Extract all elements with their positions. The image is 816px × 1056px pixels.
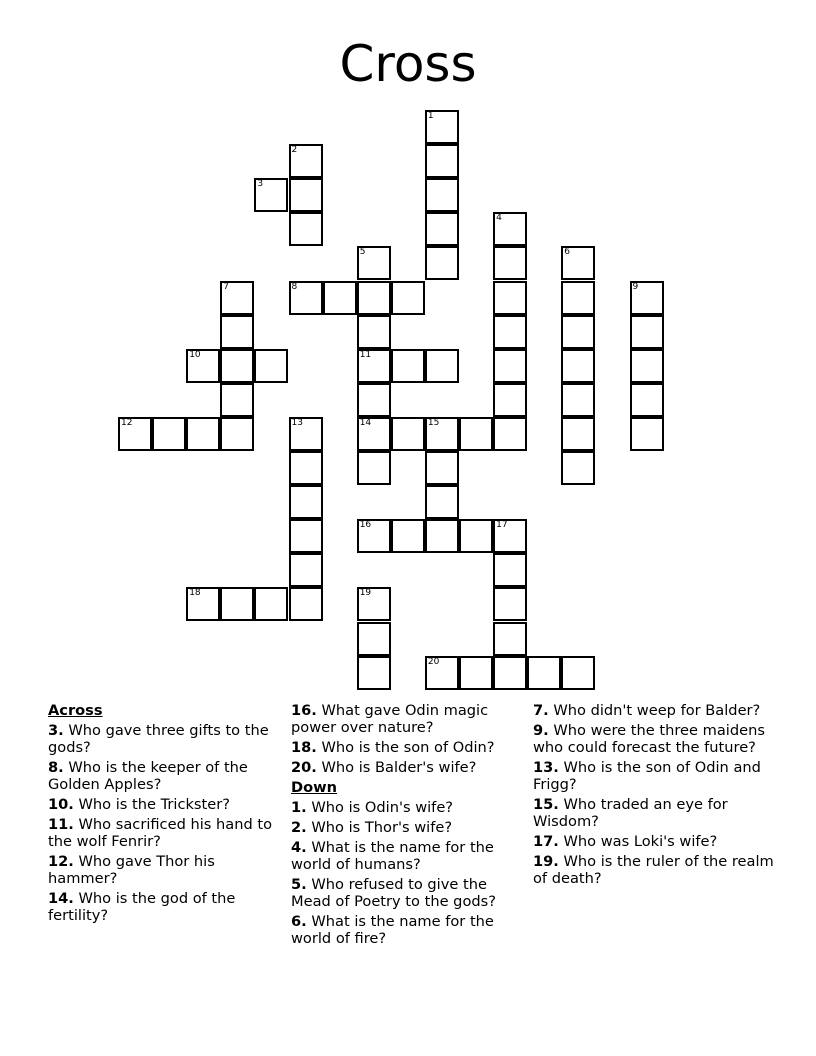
grid-cell[interactable]	[630, 383, 664, 417]
clue-column-3	[533, 702, 783, 890]
grid-cell[interactable]	[254, 587, 288, 621]
grid-cell[interactable]	[493, 622, 527, 656]
clue-item-number: 20.	[291, 759, 317, 776]
grid-cell[interactable]	[357, 349, 391, 383]
grid-cell[interactable]	[220, 315, 254, 349]
grid-cell[interactable]	[561, 656, 595, 690]
grid-cell[interactable]	[357, 519, 391, 553]
clue-item-number: 7.	[533, 702, 549, 719]
grid-cell[interactable]	[493, 587, 527, 621]
clue-item-text: Who is Odin's wife?	[306, 799, 454, 816]
grid-cell[interactable]	[527, 656, 561, 690]
clue-number: 4	[496, 213, 502, 224]
clue-item-text: What is the name for the world of humans?	[291, 839, 494, 873]
grid-cell[interactable]	[425, 212, 459, 246]
grid-cell[interactable]	[425, 246, 459, 280]
clue-item-text: Who traded an eye for Wisdom?	[533, 796, 728, 830]
clue-number: 9	[632, 281, 639, 292]
clue-number: 14	[359, 417, 372, 428]
clue-item-number: 5.	[291, 876, 307, 893]
grid-cell[interactable]	[425, 485, 459, 519]
grid-cell[interactable]	[561, 246, 595, 280]
clue-item	[291, 876, 523, 910]
grid-cell[interactable]	[493, 212, 527, 246]
grid-cell[interactable]	[357, 656, 391, 690]
clue-item-number: 4.	[291, 839, 307, 856]
grid-cell[interactable]	[493, 349, 527, 383]
clue-item-text: Who didn't weep for Balder?	[548, 702, 761, 719]
clue-number: 3	[257, 179, 264, 190]
grid-cell[interactable]	[118, 417, 152, 451]
grid-cell[interactable]	[493, 246, 527, 280]
grid-cell[interactable]	[425, 144, 459, 178]
clue-item-number: 1.	[291, 799, 307, 816]
clue-number: 19	[359, 588, 372, 599]
grid-cell[interactable]	[289, 485, 323, 519]
grid-cell[interactable]	[425, 349, 459, 383]
grid-cell[interactable]	[391, 349, 425, 383]
clue-item	[291, 799, 523, 816]
grid-cell[interactable]	[186, 417, 220, 451]
grid-cell[interactable]	[289, 553, 323, 587]
clue-item-number: 18.	[291, 739, 317, 756]
clue-item-text: What is the name for the world of fire?	[291, 913, 494, 947]
grid-cell[interactable]	[459, 417, 493, 451]
clue-item-number: 6.	[291, 913, 307, 930]
grid-cell[interactable]	[289, 519, 323, 553]
grid-cell[interactable]	[561, 417, 595, 451]
grid-cell[interactable]	[459, 519, 493, 553]
clue-number: 20	[427, 656, 440, 667]
clue-number: 2	[291, 145, 298, 156]
clue-item-text: Who is the ruler of the realm of death?	[533, 853, 774, 887]
clue-item	[533, 796, 783, 830]
clue-item-number: 8.	[48, 759, 64, 776]
clue-number: 6	[564, 247, 571, 258]
grid-cell[interactable]	[493, 656, 527, 690]
grid-cell[interactable]	[289, 451, 323, 485]
clue-item-text: Who gave three gifts to the gods?	[48, 722, 269, 756]
clue-item	[291, 739, 523, 756]
grid-cell[interactable]	[493, 281, 527, 315]
grid-cell[interactable]	[561, 451, 595, 485]
clue-item	[48, 796, 278, 813]
clue-item	[291, 702, 523, 736]
grid-cell[interactable]	[254, 178, 288, 212]
grid-cell[interactable]	[493, 383, 527, 417]
clue-item-number: 9.	[533, 722, 549, 739]
clue-item-text: Who is the Trickster?	[73, 796, 230, 813]
grid-cell[interactable]	[357, 246, 391, 280]
clue-item-number: 2.	[291, 819, 307, 836]
section-heading: Across	[48, 702, 103, 719]
clue-item-text: Who were the three maidens who could forecast the future?	[533, 722, 765, 756]
grid-cell[interactable]	[391, 417, 425, 451]
clue-item	[48, 722, 278, 756]
clue-item	[48, 759, 278, 793]
grid-cell[interactable]	[357, 417, 391, 451]
clue-item-text: Who is the keeper of the Golden Apples?	[48, 759, 248, 793]
grid-cell[interactable]	[289, 144, 323, 178]
grid-cell[interactable]	[289, 417, 323, 451]
clue-item-number: 3.	[48, 722, 64, 739]
grid-cell[interactable]	[425, 519, 459, 553]
grid-cell[interactable]	[357, 622, 391, 656]
grid-cell[interactable]	[220, 417, 254, 451]
clue-item-number: 11.	[48, 816, 74, 833]
clue-number: 1	[427, 111, 434, 121]
grid-cell[interactable]	[357, 281, 391, 315]
grid-cell[interactable]	[220, 281, 254, 315]
clue-number: 16	[359, 520, 372, 531]
grid-cell[interactable]	[561, 349, 595, 383]
clue-item-text: Who is the god of the fertility?	[48, 890, 236, 924]
grid-cell[interactable]	[289, 587, 323, 621]
clue-number: 18	[189, 588, 201, 599]
clue-item-number: 13.	[533, 759, 559, 776]
grid-cell[interactable]	[493, 553, 527, 587]
puzzle-title: Cross	[339, 35, 477, 93]
clue-item	[291, 759, 523, 776]
grid-cell[interactable]	[357, 451, 391, 485]
grid-cell[interactable]	[254, 349, 288, 383]
clue-item	[533, 833, 783, 850]
grid-cell[interactable]	[561, 281, 595, 315]
grid-cell[interactable]	[357, 315, 391, 349]
grid-cell[interactable]	[289, 281, 323, 315]
clue-item-text: Who is Thor's wife?	[306, 819, 453, 836]
grid-cell[interactable]	[493, 417, 527, 451]
clue-number: 5	[359, 247, 366, 258]
clue-item-text: Who is Balder's wife?	[316, 759, 477, 776]
clue-item	[533, 722, 783, 756]
grid-cell[interactable]	[630, 349, 664, 383]
grid-cell[interactable]	[220, 383, 254, 417]
clue-item-number: 15.	[533, 796, 559, 813]
grid-cell[interactable]	[561, 383, 595, 417]
grid-cell[interactable]	[391, 281, 425, 315]
clue-number: 8	[291, 281, 298, 292]
grid-cell[interactable]	[630, 315, 664, 349]
grid-cell[interactable]	[357, 383, 391, 417]
clue-item-number: 19.	[533, 853, 559, 870]
clue-number: 11	[359, 349, 372, 360]
clue-number: 10	[189, 349, 201, 360]
clue-number: 17	[496, 520, 508, 531]
clue-item-text: Who sacrificed his hand to the wolf Fenrir?	[48, 816, 273, 850]
clue-column-1	[48, 702, 278, 927]
clue-item-number: 16.	[291, 702, 317, 719]
clue-number: 15	[427, 417, 440, 428]
clue-item-number: 12.	[48, 853, 74, 870]
clue-number: 13	[291, 417, 303, 428]
clue-item-text: Who was Loki's wife?	[558, 833, 718, 850]
grid-cell[interactable]	[357, 587, 391, 621]
clue-item-number: 17.	[533, 833, 559, 850]
grid-cell[interactable]	[289, 212, 323, 246]
clue-item-text: Who gave Thor his hammer?	[48, 853, 215, 887]
clue-column-2	[291, 702, 523, 950]
grid-cell[interactable]	[630, 281, 664, 315]
clue-number: 12	[121, 417, 133, 428]
grid-cell[interactable]	[152, 417, 186, 451]
grid-cell[interactable]	[186, 587, 220, 621]
clue-item	[533, 702, 783, 719]
clue-item	[291, 839, 523, 873]
grid-cell[interactable]	[220, 349, 254, 383]
grid-cell[interactable]	[425, 417, 459, 451]
clue-item	[291, 819, 523, 836]
clue-item	[291, 913, 523, 947]
grid-cell[interactable]	[220, 587, 254, 621]
grid-cell[interactable]	[493, 519, 527, 553]
grid-cell[interactable]	[425, 178, 459, 212]
grid-cell[interactable]	[459, 656, 493, 690]
clue-item	[533, 853, 783, 887]
grid-cell[interactable]	[186, 349, 220, 383]
clue-item	[48, 816, 278, 850]
grid-cell[interactable]	[425, 110, 459, 144]
clue-item-number: 10.	[48, 796, 74, 813]
grid-cell[interactable]	[493, 315, 527, 349]
grid-cell[interactable]	[561, 315, 595, 349]
clue-item-text: What gave Odin magic power over nature?	[291, 702, 489, 736]
grid-cell[interactable]	[425, 451, 459, 485]
clue-item-text: Who is the son of Odin and Frigg?	[533, 759, 761, 793]
grid-cell[interactable]	[323, 281, 357, 315]
grid-cell[interactable]	[289, 178, 323, 212]
clue-item	[48, 890, 278, 924]
clue-item-text: Who refused to give the Mead of Poetry to the gods?	[291, 876, 496, 910]
section-heading: Down	[291, 779, 338, 796]
clue-item-number: 14.	[48, 890, 74, 907]
clue-item	[533, 759, 783, 793]
grid-cell[interactable]	[630, 417, 664, 451]
grid-cell[interactable]	[391, 519, 425, 553]
clue-item	[48, 853, 278, 887]
grid-cell[interactable]	[425, 656, 459, 690]
clue-item-text: Who is the son of Odin?	[316, 739, 495, 756]
clue-number: 7	[223, 281, 230, 292]
